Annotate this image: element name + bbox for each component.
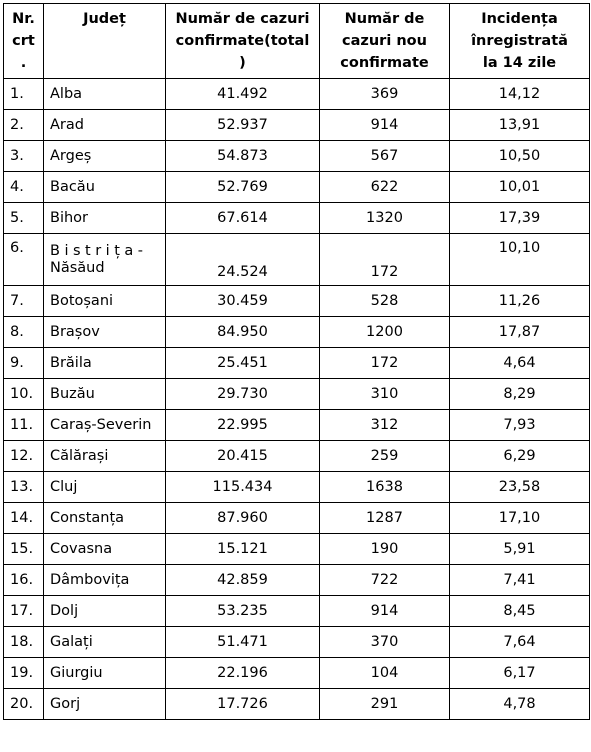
cell-judet: Caraș-Severin xyxy=(44,410,166,441)
cell-judet: Constanța xyxy=(44,503,166,534)
table-row xyxy=(4,534,590,565)
table-row xyxy=(4,410,590,441)
cell-nr: 19. xyxy=(4,658,44,689)
cell-incidence: 10,01 xyxy=(450,172,590,203)
cell-nr: 14. xyxy=(4,503,44,534)
cell-total: 87.960 xyxy=(166,503,320,534)
table-body xyxy=(4,79,590,720)
cell-nr: 3. xyxy=(4,141,44,172)
cell-new: 622 xyxy=(320,172,450,203)
header-nr-crt xyxy=(4,4,44,79)
cell-judet: Galați xyxy=(44,627,166,658)
table-row xyxy=(4,234,590,286)
table-row xyxy=(4,348,590,379)
cell-judet: Cluj xyxy=(44,472,166,503)
header-nou-line1: Număr de xyxy=(344,11,425,27)
cell-new: 172 xyxy=(320,234,450,286)
cell-incidence: 8,29 xyxy=(450,379,590,410)
table-row xyxy=(4,689,590,720)
cell-new: 172 xyxy=(320,348,450,379)
cell-total: 22.995 xyxy=(166,410,320,441)
cell-judet: Buzău xyxy=(44,379,166,410)
table-row xyxy=(4,503,590,534)
cell-total: 41.492 xyxy=(166,79,320,110)
cell-judet: Bihor xyxy=(44,203,166,234)
cell-new: 1287 xyxy=(320,503,450,534)
cell-incidence: 7,64 xyxy=(450,627,590,658)
header-judet-label: Județ xyxy=(83,11,126,27)
cell-total: 30.459 xyxy=(166,286,320,317)
cell-new: 1200 xyxy=(320,317,450,348)
cell-total: 17.726 xyxy=(166,689,320,720)
table-row xyxy=(4,627,590,658)
cell-judet: Brăila xyxy=(44,348,166,379)
cell-total: 53.235 xyxy=(166,596,320,627)
cell-judet: Giurgiu xyxy=(44,658,166,689)
header-nou-line2: cazuri nou xyxy=(342,33,427,49)
header-nr-line1: Nr. xyxy=(12,11,35,27)
table-row xyxy=(4,441,590,472)
header-total-line2: confirmate(total xyxy=(175,33,310,49)
cell-total: 115.434 xyxy=(166,472,320,503)
header-row xyxy=(4,4,590,79)
header-judet xyxy=(44,4,166,79)
cell-incidence: 8,45 xyxy=(450,596,590,627)
header-nr-line2: crt xyxy=(12,33,35,49)
cell-judet-line1: Bistrița- xyxy=(50,242,148,259)
cell-incidence: 7,41 xyxy=(450,565,590,596)
cell-new: 104 xyxy=(320,658,450,689)
cell-total: 25.451 xyxy=(166,348,320,379)
header-total-line3: ) xyxy=(239,55,246,71)
table-row xyxy=(4,472,590,503)
table-row xyxy=(4,317,590,348)
header-nou-line3: confirmate xyxy=(340,55,429,71)
cell-nr: 12. xyxy=(4,441,44,472)
cell-total: 42.859 xyxy=(166,565,320,596)
cell-judet: Dâmbovița xyxy=(44,565,166,596)
cell-judet: Argeș xyxy=(44,141,166,172)
cell-incidence: 17,39 xyxy=(450,203,590,234)
cell-nr: 1. xyxy=(4,79,44,110)
cell-nr: 18. xyxy=(4,627,44,658)
cell-nr: 8. xyxy=(4,317,44,348)
table-row xyxy=(4,110,590,141)
covid-county-table xyxy=(3,3,590,720)
cell-total: 84.950 xyxy=(166,317,320,348)
cell-new: 1320 xyxy=(320,203,450,234)
cell-new: 369 xyxy=(320,79,450,110)
cell-total: 29.730 xyxy=(166,379,320,410)
table-row xyxy=(4,172,590,203)
cell-new: 722 xyxy=(320,565,450,596)
cell-judet-line2: Năsăud xyxy=(50,259,105,276)
header-incidenta-line2: înregistrată xyxy=(471,33,568,49)
cell-judet: Dolj xyxy=(44,596,166,627)
cell-total: 51.471 xyxy=(166,627,320,658)
cell-nr: 16. xyxy=(4,565,44,596)
cell-total: 24.524 xyxy=(166,234,320,286)
cell-new: 567 xyxy=(320,141,450,172)
cell-judet: Alba xyxy=(44,79,166,110)
cell-incidence: 11,26 xyxy=(450,286,590,317)
table-header xyxy=(4,4,590,79)
table-row xyxy=(4,203,590,234)
cell-incidence: 4,64 xyxy=(450,348,590,379)
table-row xyxy=(4,286,590,317)
cell-nr: 9. xyxy=(4,348,44,379)
cell-incidence: 5,91 xyxy=(450,534,590,565)
cell-new: 291 xyxy=(320,689,450,720)
cell-incidence: 13,91 xyxy=(450,110,590,141)
header-incidence xyxy=(450,4,590,79)
cell-new: 370 xyxy=(320,627,450,658)
header-incidenta-line1: Incidența xyxy=(481,11,558,27)
cell-nr: 10. xyxy=(4,379,44,410)
cell-incidence: 17,87 xyxy=(450,317,590,348)
header-nr-line3: . xyxy=(20,55,27,71)
cell-incidence: 23,58 xyxy=(450,472,590,503)
cell-incidence: 7,93 xyxy=(450,410,590,441)
cell-judet xyxy=(44,234,166,286)
cell-total: 54.873 xyxy=(166,141,320,172)
cell-incidence: 17,10 xyxy=(450,503,590,534)
table-row xyxy=(4,141,590,172)
cell-judet: Călărași xyxy=(44,441,166,472)
cell-total: 22.196 xyxy=(166,658,320,689)
cell-new: 259 xyxy=(320,441,450,472)
cell-nr: 4. xyxy=(4,172,44,203)
cell-total: 52.937 xyxy=(166,110,320,141)
cell-judet: Bacău xyxy=(44,172,166,203)
cell-total: 52.769 xyxy=(166,172,320,203)
table-row xyxy=(4,596,590,627)
cell-new: 312 xyxy=(320,410,450,441)
cell-incidence: 14,12 xyxy=(450,79,590,110)
cell-incidence: 6,17 xyxy=(450,658,590,689)
cell-judet: Brașov xyxy=(44,317,166,348)
cell-total: 15.121 xyxy=(166,534,320,565)
cell-new: 914 xyxy=(320,110,450,141)
header-total-line1: Număr de cazuri xyxy=(175,11,310,27)
cell-new: 310 xyxy=(320,379,450,410)
cell-total: 20.415 xyxy=(166,441,320,472)
cell-incidence: 6,29 xyxy=(450,441,590,472)
cell-nr: 6. xyxy=(4,234,44,286)
cell-incidence: 4,78 xyxy=(450,689,590,720)
cell-nr: 2. xyxy=(4,110,44,141)
table-row xyxy=(4,379,590,410)
cell-nr: 13. xyxy=(4,472,44,503)
cell-nr: 17. xyxy=(4,596,44,627)
cell-total: 67.614 xyxy=(166,203,320,234)
cell-nr: 15. xyxy=(4,534,44,565)
cell-incidence: 10,50 xyxy=(450,141,590,172)
header-new-cases xyxy=(320,4,450,79)
cell-new: 528 xyxy=(320,286,450,317)
cell-judet: Arad xyxy=(44,110,166,141)
cell-nr: 11. xyxy=(4,410,44,441)
cell-incidence: 10,10 xyxy=(450,234,590,286)
cell-new: 1638 xyxy=(320,472,450,503)
cell-new: 190 xyxy=(320,534,450,565)
table-row xyxy=(4,658,590,689)
cell-new: 914 xyxy=(320,596,450,627)
header-total-cases xyxy=(166,4,320,79)
table-row xyxy=(4,79,590,110)
cell-nr: 20. xyxy=(4,689,44,720)
cell-nr: 5. xyxy=(4,203,44,234)
header-incidenta-line3: la 14 zile xyxy=(482,55,557,71)
cell-judet: Covasna xyxy=(44,534,166,565)
cell-judet: Botoșani xyxy=(44,286,166,317)
cell-nr: 7. xyxy=(4,286,44,317)
table-row xyxy=(4,565,590,596)
cell-judet: Gorj xyxy=(44,689,166,720)
